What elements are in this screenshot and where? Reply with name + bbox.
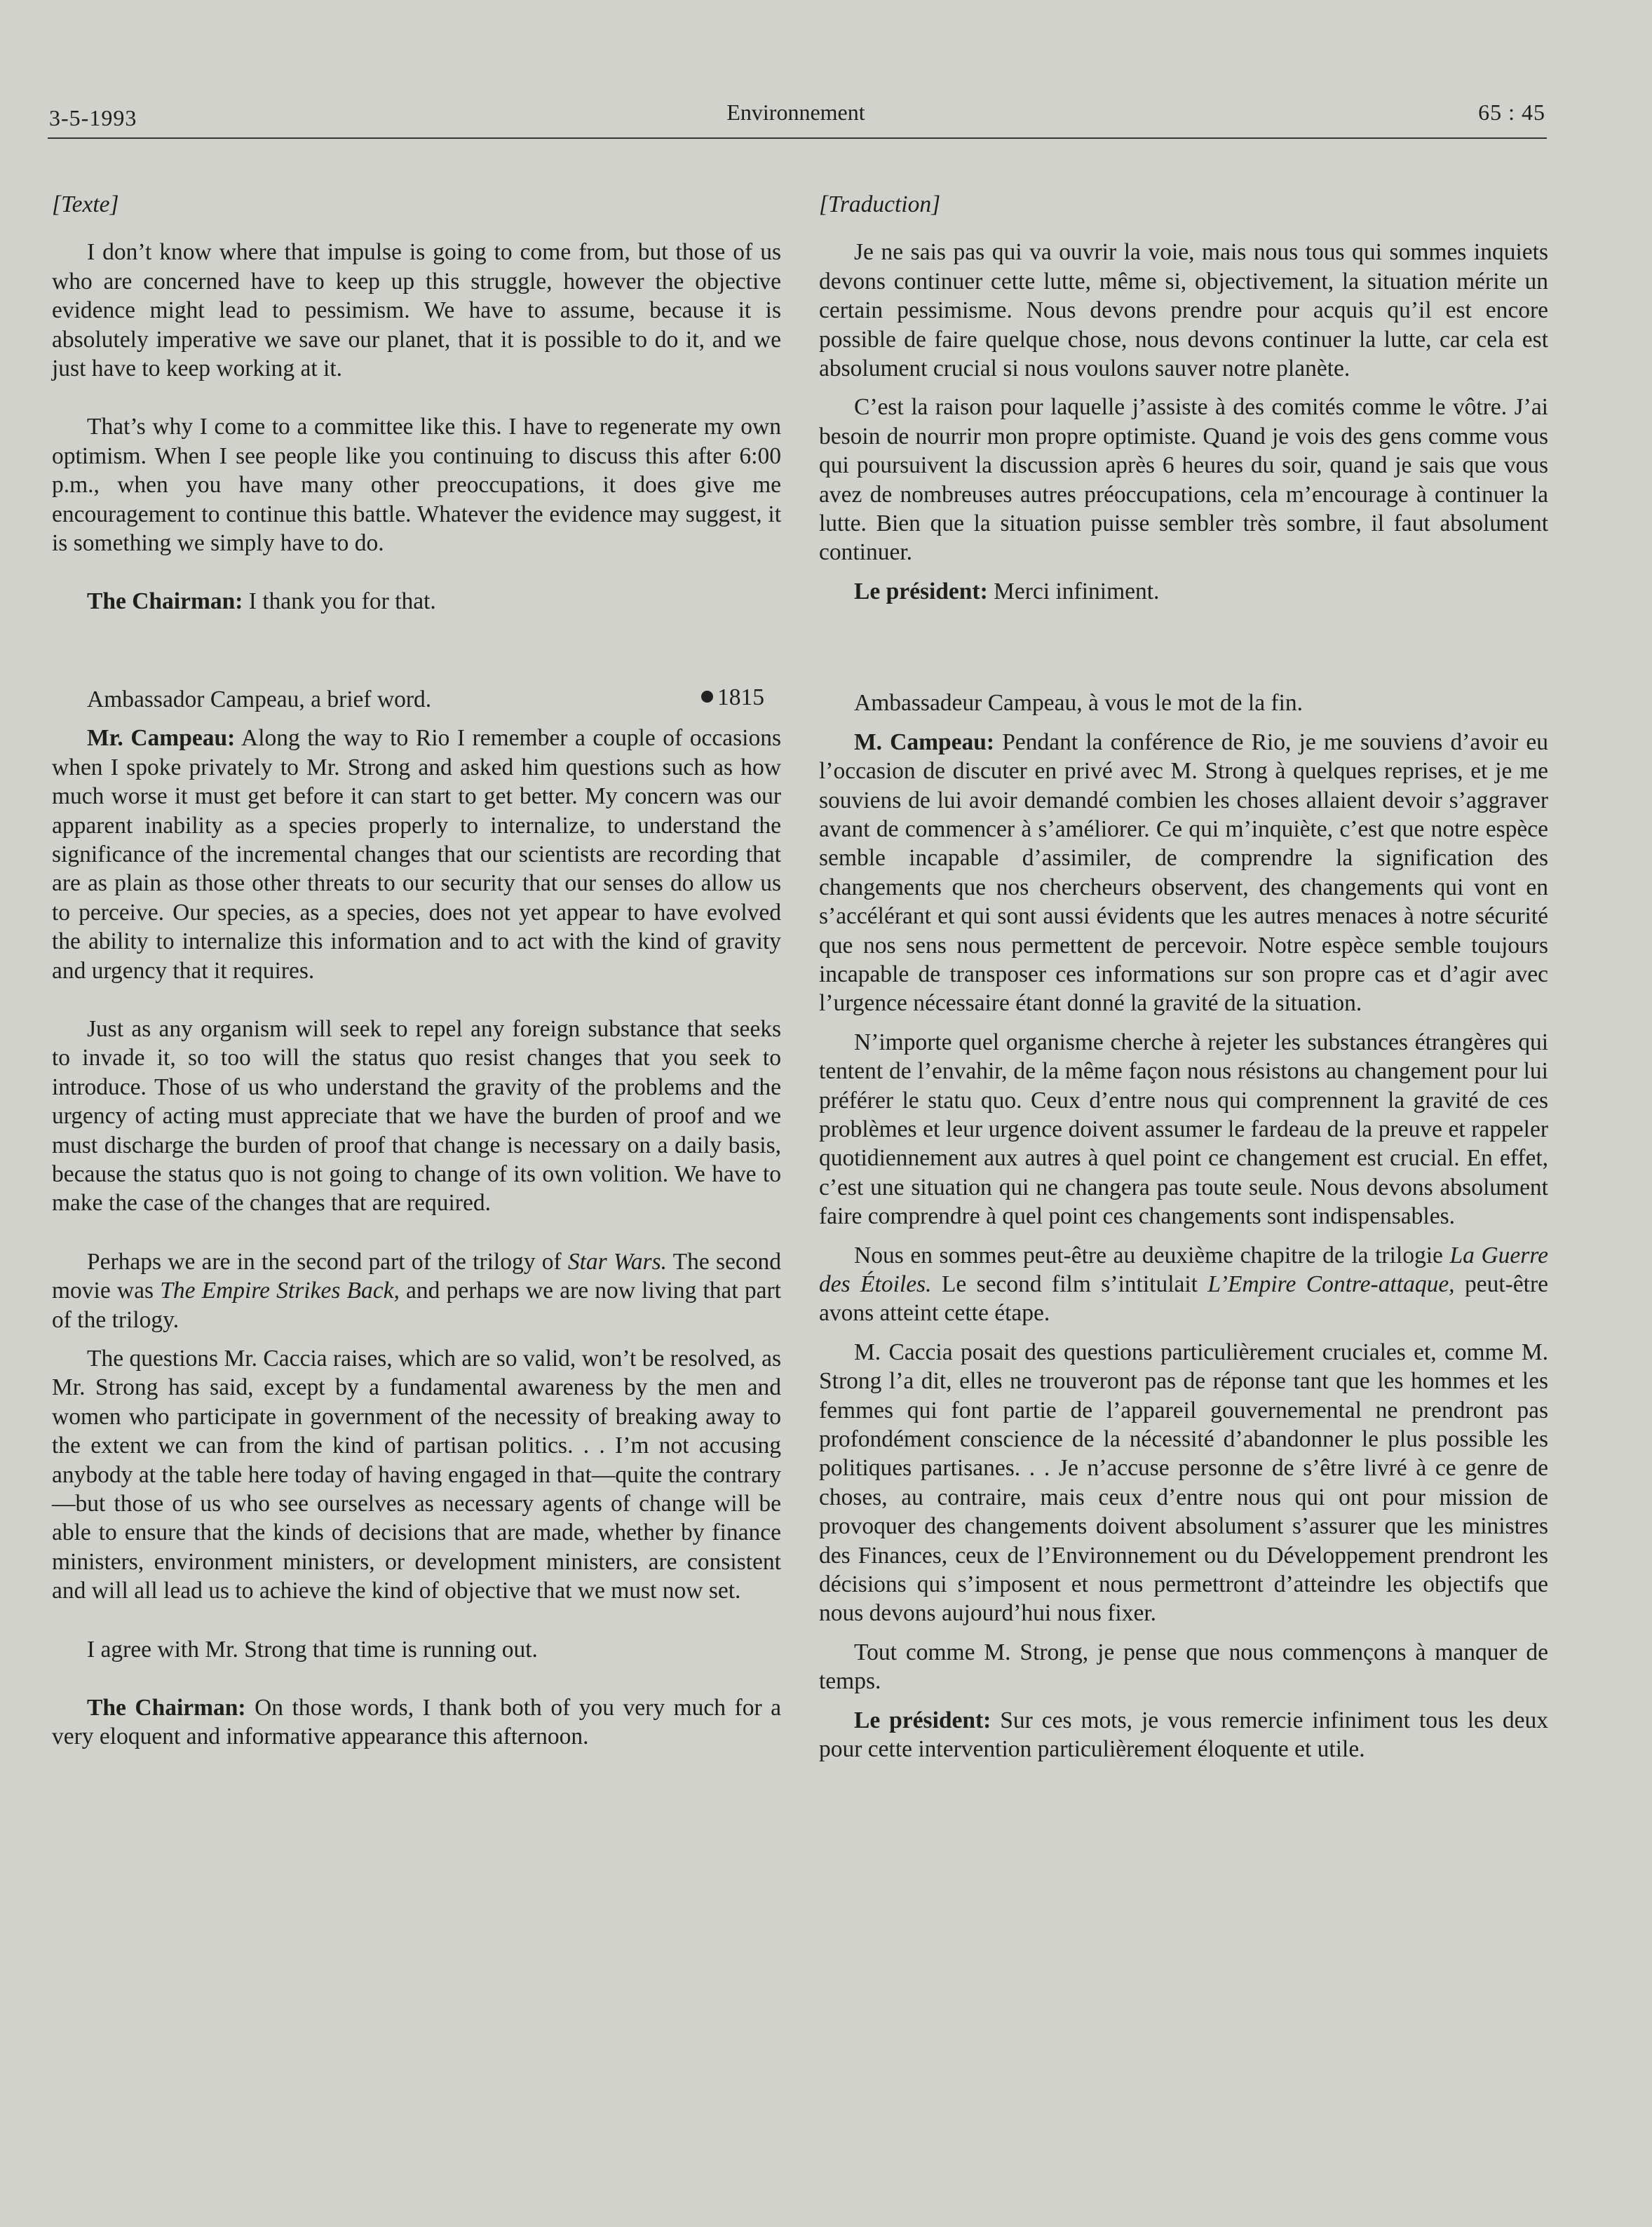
header-date: 3-5-1993 xyxy=(49,105,137,130)
paragraph: Perhaps we are in the second part of the trilogy of Star Wars. The second movie was The Empire Strikes Back, and perhaps we are now living that part of the trilogy. xyxy=(52,1248,781,1333)
paragraph: I don’t know where that impulse is going to come from, but those of us who are concerned have to keep up this struggle, however the objective evidence might lead to pessimism. We have to assume, because it is absolutely imperative we save our planet, that it is possible to do it, and we just have to keep working at it. xyxy=(52,239,781,382)
paragraph: Tout comme M. Strong, je pense que nous commençons à manquer de temps. xyxy=(819,1639,1548,1695)
speaker-paragraph: Le président: Merci infiniment. xyxy=(854,578,1160,604)
speaker-paragraph: M. Campeau: Pendant la conférence de Rio, je me souviens d’avoir eu l’occasion de discuter en privé avec M. Strong à quelques reprises, et je me souviens de lui avoir demandé combien les choses allaient devoir s’aggraver avant de commencer à s’améliorer. Ce qui m’inquiète, c’est que notre espèce semble incapable d’assimiler, de comprendre la signification des changements que nos chercheurs observent, des changements qui vont en s’accélérant et qui sont aussi évidents que les autres menaces à notre sécurité que nos sens nous permettent de percevoir. Notre espèce semble toujours incapable de transposer ces informations sur son propre cas et d’agir avec l’urgence nécessaire étant donné la gravité de la situation. xyxy=(819,729,1548,1017)
speaker-name: The Chairman: xyxy=(87,588,243,615)
paragraph: I agree with Mr. Strong that time is running out. xyxy=(87,1636,538,1663)
bullet-icon xyxy=(701,691,713,703)
speaker-paragraph: The Chairman: I thank you for that. xyxy=(87,588,436,615)
column-label: [Traduction] xyxy=(819,191,941,217)
english-column xyxy=(52,0,781,1752)
speaker-name: M. Campeau: xyxy=(854,729,995,755)
header-page-number: 65 : 45 xyxy=(1478,100,1545,125)
paragraph: Nous en sommes peut-être au deuxième chapitre de la trilogie La Guerre des Étoiles. Le second film s’intitulait L’Empire Contre-attaque, peut-être avons atteint cette étape. xyxy=(819,1242,1548,1327)
time-marker: 1815 xyxy=(701,684,764,711)
paragraph: N’importe quel organisme cherche à rejeter les substances étrangères qui tentent de l’envahir, de la même façon nous résistons au changement pour lui préférer le statu quo. Ceux d’entre nous qui comprennent la gravité de ces problèmes et leur urgence doivent assumer le fardeau de la preuve et rappeler quotidiennement aux autres à quel point ce changement est crucial. En effet, c’est une situation qui ne changera pas toute seule. Nous devons absolument faire comprendre à quel point ces changements sont indispensables. xyxy=(819,1029,1548,1230)
speaker-name: Le président: xyxy=(854,578,988,604)
french-column xyxy=(819,0,1548,1764)
speaker-name: Le président: xyxy=(854,1707,991,1733)
speaker-paragraph: The Chairman: On those words, I thank both of you very much for a very eloquent and informative appearance this afternoon. xyxy=(52,1695,782,1750)
paragraph: That’s why I come to a committee like this. I have to regenerate my own optimism. When I see people like you continuing to discuss this after 6:00 p.m., when you have many other preoccupations, it does give me encouragement to continue this battle. Whatever the evidence may suggest, it is something we simply have to do. xyxy=(52,414,781,557)
header-title: Environnement xyxy=(726,100,865,125)
paragraph: Je ne sais pas qui va ouvrir la voie, mais nous tous qui sommes inquiets devons continuer cette lutte, même si, objectivement, la situation mérite un certain pessimisme. Nous devons prendre pour acquis qu’il est encore possible de faire quelque chose, nous devons continuer la lutte, car cela est absolument crucial si nous voulons sauver notre planète. xyxy=(819,239,1548,382)
paragraph: Just as any organism will seek to repel any foreign substance that seeks to invade it, so too will the status quo resist changes that you seek to introduce. Those of us who understand the gravity of the problems and the urgency of acting must appreciate that we have the burden of proof and we must discharge the burden of proof that change is necessary on a daily basis, because the status quo is not going to change of its own volition. We have to make the case of the changes that are required. xyxy=(52,1015,781,1217)
paragraph: Ambassador Campeau, a brief word. xyxy=(87,686,432,712)
paragraph: The questions Mr. Caccia raises, which are so valid, won’t be resolved, as Mr. Strong has said, except by a fundamental awareness by the men and women who participate in government of the necessity of breaking away to the extent we can from the kind of partisan politics. . . I’m not accusing anybody at the table here today of having engaged in that—quite the contrary—but those of us who see ourselves as necessary agents of change will be able to ensure that the kinds of decisions that are made, whether by finance ministers, environment ministers, or development ministers, are consistent and will all lead us to achieve the kind of objective that we must now set. xyxy=(52,1346,781,1604)
speaker-name: Mr. Campeau: xyxy=(87,725,236,752)
speaker-name: The Chairman: xyxy=(87,1695,246,1721)
paragraph: C’est la raison pour laquelle j’assiste à des comités comme le vôtre. J’ai besoin de nourrir mon propre optimiste. Quand je vois des gens comme vous qui poursuivent la discussion après 6 heures du soir, quand je sais que vous avez de nombreuses autres préoccupations, cela m’encourage à continuer la lutte. Bien que la situation puisse sembler très sombre, il faut absolument continuer. xyxy=(819,394,1548,566)
paragraph: M. Caccia posait des questions particulièrement cruciales et, comme M. Strong l’a dit, elles ne trouveront pas de réponse tant que les hommes et les femmes qui font partie de l’appareil gouvernemental ne prendront pas profondément conscience de la nécessité d’abandonner le plus possible les politiques partisanes. . . Je n’accuse personne de s’être livré à ce genre de choses, au contraire, mais ceux d’entre nous qui ont pour mission de provoquer des changements doivent absolument s’assurer que les ministres des Finances, ceux de l’Environnement ou du Développement prendront les décisions qui s’imposent et nous permettront d’atteindre les objectifs que nous devons aujourd’hui nous fixer. xyxy=(819,1339,1548,1627)
speaker-paragraph: Mr. Campeau: Along the way to Rio I remember a couple of occasions when I spoke privately to Mr. Strong and asked him questions such as how much worse it must get before it can start to get better. My concern was our apparent inability as a species properly to internalize, to understand the significance of the incremental changes that our scientists are recording that are as plain as those other threats to our security that our senses do allow us to perceive. Our species, as a species, does not yet appear to have evolved the ability to internalize this information and to act with the kind of gravity and urgency that it requires. xyxy=(52,725,781,984)
paragraph: Ambassadeur Campeau, à vous le mot de la fin. xyxy=(854,690,1304,717)
column-label: [Texte] xyxy=(52,191,119,217)
speaker-paragraph: Le président: Sur ces mots, je vous remercie infiniment tous les deux pour cette intervention particulièrement éloquente et utile. xyxy=(819,1707,1548,1763)
